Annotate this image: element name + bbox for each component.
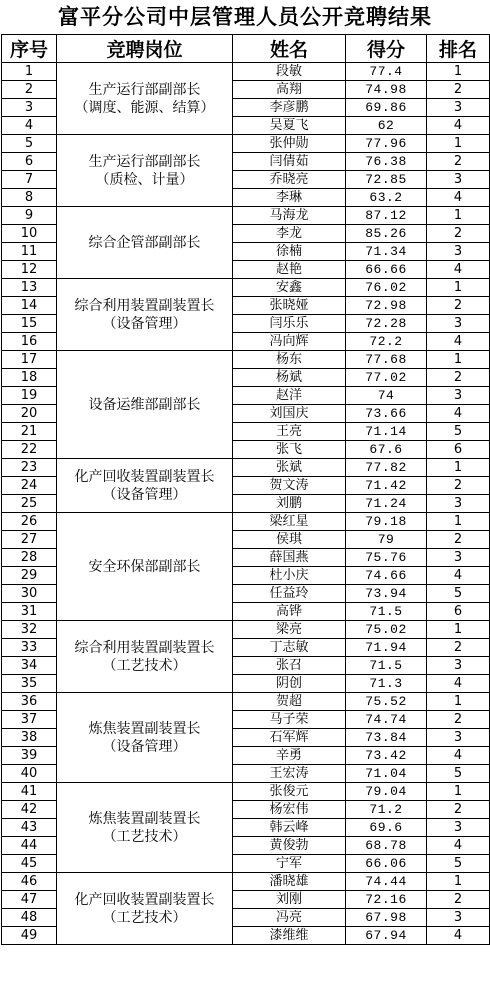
cell-score: 79 [346, 531, 427, 549]
cell-rank: 2 [427, 639, 490, 657]
cell-score: 71.94 [346, 639, 427, 657]
cell-score: 74.74 [346, 711, 427, 729]
table-row [2, 783, 490, 801]
cell-name: 吴夏飞 [233, 117, 346, 135]
cell-rank: 5 [427, 423, 490, 441]
position-line: 综合利用装置副装置长 [74, 639, 215, 656]
cell-position [57, 513, 233, 621]
cell-score: 73.66 [346, 405, 427, 423]
cell-rank: 2 [427, 531, 490, 549]
cell-seq: 8 [2, 189, 57, 207]
cell-seq: 31 [2, 603, 57, 621]
cell-position [57, 621, 233, 693]
cell-rank: 6 [427, 603, 490, 621]
cell-rank: 3 [427, 495, 490, 513]
cell-position [57, 351, 233, 459]
position-line: （设备管理） [102, 738, 187, 755]
cell-score: 79.18 [346, 513, 427, 531]
cell-seq: 9 [2, 207, 57, 225]
cell-seq: 48 [2, 909, 57, 927]
cell-seq: 30 [2, 585, 57, 603]
table-row [2, 135, 490, 153]
cell-seq: 2 [2, 81, 57, 99]
cell-name: 梁红星 [233, 513, 346, 531]
cell-score: 67.98 [346, 909, 427, 927]
cell-score: 69.6 [346, 819, 427, 837]
cell-name: 阴创 [233, 675, 346, 693]
cell-name: 贺超 [233, 693, 346, 711]
position-line: （质检、计量） [95, 171, 194, 188]
position-line: 安全环保部副部长 [88, 558, 201, 575]
cell-seq: 25 [2, 495, 57, 513]
header-position: 竞聘岗位 [57, 35, 233, 63]
cell-name: 冯亮 [233, 909, 346, 927]
cell-seq: 10 [2, 225, 57, 243]
cell-rank: 1 [427, 621, 490, 639]
header-seq: 序号 [2, 35, 57, 63]
cell-name: 高铧 [233, 603, 346, 621]
cell-seq: 32 [2, 621, 57, 639]
cell-name: 冯向辉 [233, 333, 346, 351]
cell-seq: 37 [2, 711, 57, 729]
cell-rank: 3 [427, 243, 490, 261]
cell-score: 71.2 [346, 801, 427, 819]
cell-rank: 1 [427, 135, 490, 153]
cell-seq: 21 [2, 423, 57, 441]
cell-score: 77.82 [346, 459, 427, 477]
cell-name: 段敏 [233, 63, 346, 81]
cell-score: 72.2 [346, 333, 427, 351]
cell-seq: 4 [2, 117, 57, 135]
cell-score: 72.85 [346, 171, 427, 189]
cell-seq: 17 [2, 351, 57, 369]
cell-score: 74 [346, 387, 427, 405]
cell-score: 79.04 [346, 783, 427, 801]
cell-name: 高翔 [233, 81, 346, 99]
cell-score: 75.02 [346, 621, 427, 639]
position-line: 生产运行部副部长 [88, 153, 201, 170]
cell-score: 73.94 [346, 585, 427, 603]
cell-name: 张召 [233, 657, 346, 675]
cell-rank: 5 [427, 765, 490, 783]
cell-rank: 5 [427, 855, 490, 873]
cell-seq: 13 [2, 279, 57, 297]
cell-position [57, 873, 233, 945]
cell-score: 62 [346, 117, 427, 135]
cell-name: 闫乐乐 [233, 315, 346, 333]
header-score: 得分 [346, 35, 427, 63]
cell-score: 67.6 [346, 441, 427, 459]
cell-score: 66.06 [346, 855, 427, 873]
table-row [2, 63, 490, 81]
position-line: （设备管理） [102, 486, 187, 503]
cell-name: 黄俊勃 [233, 837, 346, 855]
cell-rank: 2 [427, 153, 490, 171]
position-line: 综合利用装置副装置长 [74, 297, 215, 314]
cell-seq: 18 [2, 369, 57, 387]
position-line: （调度、能源、结算） [74, 99, 215, 116]
cell-name: 李琳 [233, 189, 346, 207]
cell-score: 71.04 [346, 765, 427, 783]
cell-rank: 3 [427, 819, 490, 837]
cell-seq: 42 [2, 801, 57, 819]
table-row [2, 459, 490, 477]
cell-name: 刘鹏 [233, 495, 346, 513]
cell-score: 63.2 [346, 189, 427, 207]
cell-seq: 46 [2, 873, 57, 891]
table-row [2, 513, 490, 531]
cell-seq: 12 [2, 261, 57, 279]
cell-name: 宁军 [233, 855, 346, 873]
page-title: 富平分公司中层管理人员公开竞聘结果 [58, 4, 432, 29]
position-line: 化产回收装置副装置长 [74, 891, 215, 908]
cell-seq: 3 [2, 99, 57, 117]
cell-seq: 1 [2, 63, 57, 81]
table-row [2, 351, 490, 369]
cell-score: 67.94 [346, 927, 427, 945]
cell-score: 66.66 [346, 261, 427, 279]
position-line: 生产运行部副部长 [88, 81, 201, 98]
cell-name: 张晓娅 [233, 297, 346, 315]
cell-score: 75.52 [346, 693, 427, 711]
cell-seq: 24 [2, 477, 57, 495]
table-row [2, 279, 490, 297]
cell-rank: 2 [427, 801, 490, 819]
cell-name: 杨东 [233, 351, 346, 369]
cell-seq: 35 [2, 675, 57, 693]
cell-score: 85.26 [346, 225, 427, 243]
cell-name: 梁亮 [233, 621, 346, 639]
position-line: 炼焦装置副装置长 [88, 810, 201, 827]
cell-name: 张俊元 [233, 783, 346, 801]
cell-rank: 1 [427, 693, 490, 711]
cell-name: 张仲勋 [233, 135, 346, 153]
cell-name: 安鑫 [233, 279, 346, 297]
cell-rank: 4 [427, 117, 490, 135]
cell-name: 马子荣 [233, 711, 346, 729]
position-line: （工艺技术） [102, 657, 187, 674]
cell-seq: 38 [2, 729, 57, 747]
cell-score: 74.66 [346, 567, 427, 585]
cell-score: 87.12 [346, 207, 427, 225]
cell-seq: 6 [2, 153, 57, 171]
cell-rank: 1 [427, 207, 490, 225]
cell-rank: 2 [427, 369, 490, 387]
cell-seq: 14 [2, 297, 57, 315]
cell-position [57, 459, 233, 513]
cell-seq: 23 [2, 459, 57, 477]
cell-rank: 3 [427, 729, 490, 747]
cell-rank: 1 [427, 783, 490, 801]
cell-score: 71.14 [346, 423, 427, 441]
cell-seq: 36 [2, 693, 57, 711]
cell-name: 徐楠 [233, 243, 346, 261]
cell-rank: 2 [427, 297, 490, 315]
cell-rank: 3 [427, 99, 490, 117]
cell-name: 赵洋 [233, 387, 346, 405]
cell-name: 薛国燕 [233, 549, 346, 567]
cell-seq: 43 [2, 819, 57, 837]
position-line: （设备管理） [102, 315, 187, 332]
cell-rank: 4 [427, 837, 490, 855]
cell-rank: 3 [427, 657, 490, 675]
cell-name: 李龙 [233, 225, 346, 243]
cell-position [57, 207, 233, 279]
cell-name: 马海龙 [233, 207, 346, 225]
cell-rank: 4 [427, 747, 490, 765]
cell-score: 73.42 [346, 747, 427, 765]
cell-position [57, 135, 233, 207]
cell-seq: 45 [2, 855, 57, 873]
cell-seq: 7 [2, 171, 57, 189]
cell-rank: 4 [427, 189, 490, 207]
cell-name: 石军辉 [233, 729, 346, 747]
cell-seq: 34 [2, 657, 57, 675]
cell-score: 71.5 [346, 657, 427, 675]
cell-seq: 29 [2, 567, 57, 585]
results-body [2, 63, 490, 945]
position-line: 炼焦装置副装置长 [88, 720, 201, 737]
cell-seq: 47 [2, 891, 57, 909]
cell-score: 76.02 [346, 279, 427, 297]
cell-name: 杨斌 [233, 369, 346, 387]
cell-name: 潘晓雄 [233, 873, 346, 891]
cell-name: 赵艳 [233, 261, 346, 279]
cell-rank: 4 [427, 567, 490, 585]
cell-position [57, 783, 233, 873]
cell-seq: 40 [2, 765, 57, 783]
cell-score: 69.86 [346, 99, 427, 117]
cell-score: 71.42 [346, 477, 427, 495]
cell-score: 77.02 [346, 369, 427, 387]
cell-rank: 3 [427, 387, 490, 405]
cell-rank: 6 [427, 441, 490, 459]
cell-seq: 44 [2, 837, 57, 855]
cell-score: 74.98 [346, 81, 427, 99]
table-row [2, 873, 490, 891]
cell-rank: 2 [427, 81, 490, 99]
cell-score: 71.24 [346, 495, 427, 513]
cell-name: 王亮 [233, 423, 346, 441]
cell-name: 辛勇 [233, 747, 346, 765]
cell-rank: 1 [427, 279, 490, 297]
cell-rank: 2 [427, 891, 490, 909]
header-name: 姓名 [233, 35, 346, 63]
table-row [2, 207, 490, 225]
cell-name: 闫倩茹 [233, 153, 346, 171]
cell-name: 丁志敏 [233, 639, 346, 657]
cell-rank: 3 [427, 549, 490, 567]
cell-score: 77.96 [346, 135, 427, 153]
cell-name: 侯琪 [233, 531, 346, 549]
cell-rank: 4 [427, 927, 490, 945]
cell-position [57, 279, 233, 351]
cell-score: 77.4 [346, 63, 427, 81]
cell-seq: 22 [2, 441, 57, 459]
cell-rank: 5 [427, 585, 490, 603]
cell-rank: 2 [427, 711, 490, 729]
cell-rank: 1 [427, 351, 490, 369]
cell-position [57, 693, 233, 783]
cell-seq: 33 [2, 639, 57, 657]
cell-name: 韩云峰 [233, 819, 346, 837]
cell-rank: 3 [427, 315, 490, 333]
cell-name: 杨宏伟 [233, 801, 346, 819]
cell-score: 71.34 [346, 243, 427, 261]
cell-rank: 3 [427, 171, 490, 189]
cell-name: 杜小庆 [233, 567, 346, 585]
cell-name: 贺文涛 [233, 477, 346, 495]
cell-score: 68.78 [346, 837, 427, 855]
header-rank: 排名 [427, 35, 490, 63]
cell-name: 张斌 [233, 459, 346, 477]
header-row [2, 35, 490, 63]
cell-seq: 27 [2, 531, 57, 549]
cell-score: 74.44 [346, 873, 427, 891]
cell-rank: 4 [427, 261, 490, 279]
position-line: （工艺技术） [102, 909, 187, 926]
cell-rank: 1 [427, 63, 490, 81]
cell-rank: 4 [427, 333, 490, 351]
position-line: 设备运维部副部长 [88, 396, 201, 413]
position-line: 化产回收装置副装置长 [74, 468, 215, 485]
position-line: （工艺技术） [102, 828, 187, 845]
cell-seq: 16 [2, 333, 57, 351]
cell-name: 刘刚 [233, 891, 346, 909]
cell-seq: 20 [2, 405, 57, 423]
cell-seq: 26 [2, 513, 57, 531]
cell-score: 72.28 [346, 315, 427, 333]
cell-rank: 3 [427, 909, 490, 927]
cell-name: 任益玲 [233, 585, 346, 603]
cell-score: 71.3 [346, 675, 427, 693]
cell-score: 72.98 [346, 297, 427, 315]
cell-rank: 1 [427, 459, 490, 477]
cell-name: 王宏涛 [233, 765, 346, 783]
cell-rank: 4 [427, 675, 490, 693]
position-line: 综合企管部副部长 [88, 234, 201, 251]
cell-name: 张飞 [233, 441, 346, 459]
cell-seq: 41 [2, 783, 57, 801]
cell-name: 漆维维 [233, 927, 346, 945]
cell-seq: 15 [2, 315, 57, 333]
cell-seq: 49 [2, 927, 57, 945]
results-table [1, 34, 490, 945]
cell-rank: 1 [427, 873, 490, 891]
cell-score: 75.76 [346, 549, 427, 567]
cell-rank: 4 [427, 405, 490, 423]
cell-seq: 11 [2, 243, 57, 261]
cell-name: 乔晓亮 [233, 171, 346, 189]
cell-score: 73.84 [346, 729, 427, 747]
table-row [2, 693, 490, 711]
table-row [2, 621, 490, 639]
cell-rank: 2 [427, 477, 490, 495]
cell-seq: 28 [2, 549, 57, 567]
cell-position [57, 63, 233, 135]
cell-score: 76.38 [346, 153, 427, 171]
cell-name: 刘国庆 [233, 405, 346, 423]
cell-seq: 39 [2, 747, 57, 765]
cell-rank: 2 [427, 225, 490, 243]
cell-rank: 1 [427, 513, 490, 531]
cell-name: 李彦鹏 [233, 99, 346, 117]
cell-score: 77.68 [346, 351, 427, 369]
cell-score: 72.16 [346, 891, 427, 909]
cell-seq: 19 [2, 387, 57, 405]
cell-score: 71.5 [346, 603, 427, 621]
cell-seq: 5 [2, 135, 57, 153]
